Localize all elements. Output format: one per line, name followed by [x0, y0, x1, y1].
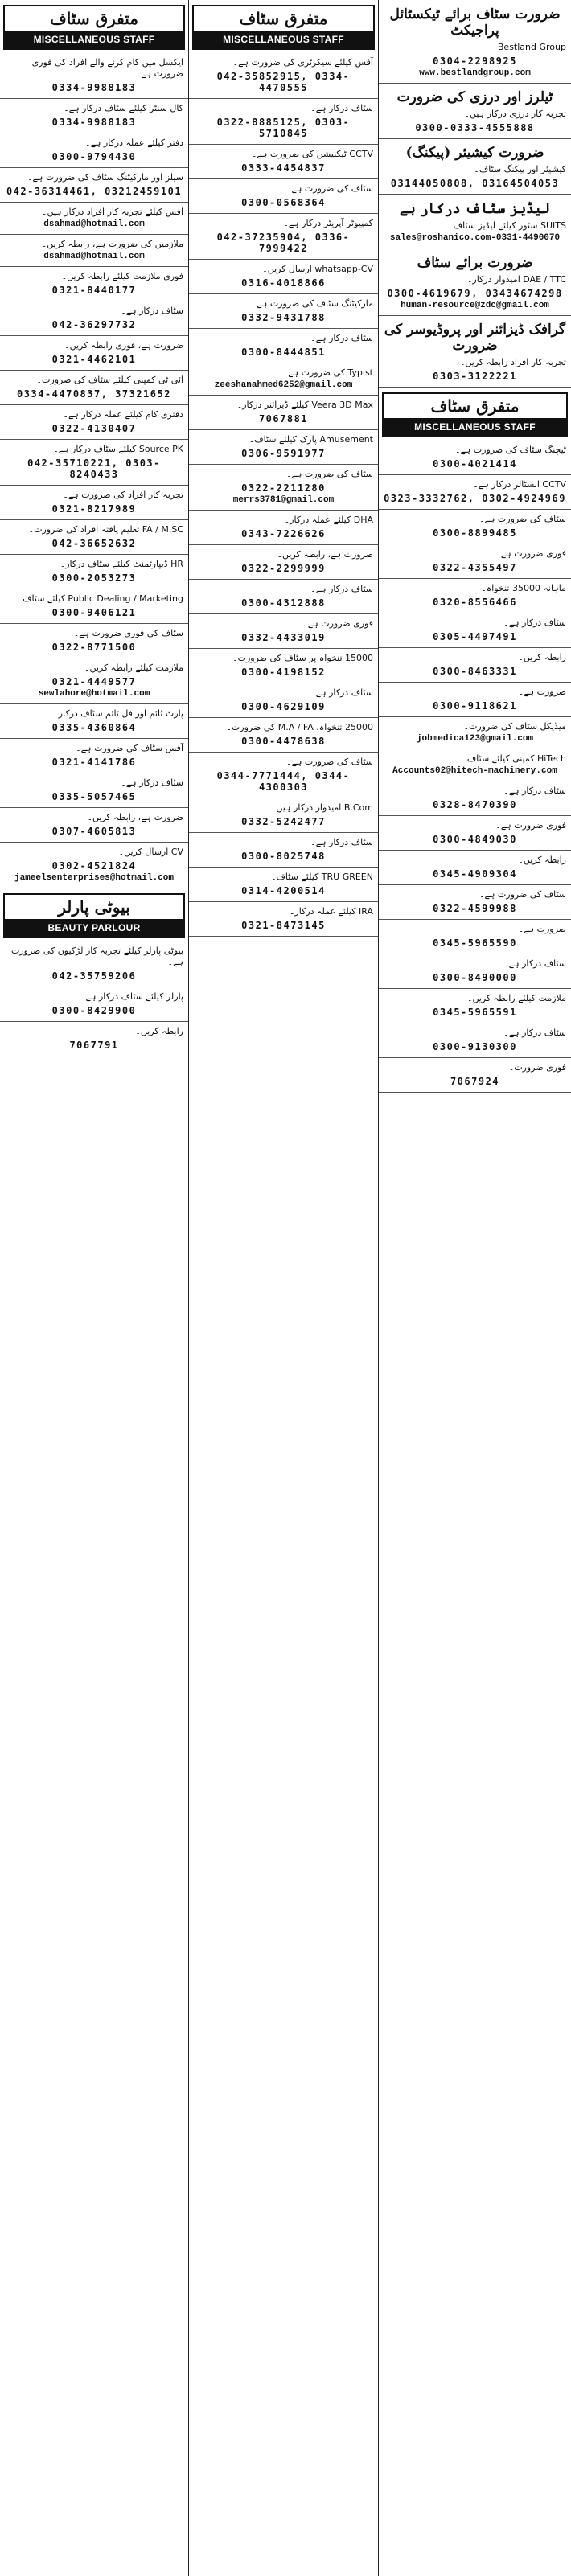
ad-text: فوری ضرورت ہے۔: [495, 548, 566, 559]
ad-text: سٹاف درکار ہے۔: [121, 306, 183, 316]
ad-text: DAE / TTC امیدوار درکار۔: [466, 274, 566, 285]
ad-text: DHA کیلئے عملہ درکار۔: [284, 515, 373, 525]
ad-phone: 0322-4130407: [51, 423, 137, 434]
ad-text: فوری ضرورت ہے۔: [495, 820, 566, 831]
ad-phone: 0322-8885125, 0303-5710845: [216, 117, 351, 139]
ad-phone: 7067924: [450, 1076, 500, 1087]
ad-phone: 0300-8444851: [241, 347, 326, 358]
ad-phone: 0305-4497491: [433, 631, 517, 642]
column-right: [379, 0, 571, 2576]
classified-ad: [189, 511, 378, 545]
ad-phone: 0332-4433019: [241, 632, 326, 643]
classified-ad: [189, 798, 378, 833]
section-header-english: BEAUTY PARLOUR: [5, 919, 183, 937]
classified-ad: [379, 1058, 571, 1093]
ad-phone: 0321-8440177: [51, 285, 137, 296]
classified-ad: [189, 753, 378, 798]
ad-list: [379, 441, 571, 1093]
ad-text: سیلز اور مارکیٹنگ سٹاف کی ضرورت ہے۔: [27, 172, 183, 183]
ad-text: ٹیچنگ سٹاف کی ضرورت ہے۔: [454, 445, 566, 455]
ad-text: پارٹ ٹائم اور فل ٹائم سٹاف درکار۔: [53, 708, 183, 719]
ad-text: Source PK کیلئے سٹاف درکار ہے۔: [53, 444, 183, 454]
classified-ad: [379, 316, 571, 388]
ad-text: سٹاف کی فوری ضرورت ہے۔: [73, 628, 183, 638]
ad-email: merrs3781@gmail.com: [232, 495, 335, 505]
classified-ad: [0, 371, 188, 405]
ad-phone: 0321-4141786: [51, 757, 137, 768]
classified-ad: [379, 139, 571, 195]
ad-text: سٹاف کی ضرورت ہے۔: [286, 469, 373, 479]
classified-ad: [189, 614, 378, 649]
ad-heading: لیڈیز سٹاف درکار ہے: [399, 201, 551, 217]
ad-phone: 0335-5057465: [51, 791, 137, 802]
classified-ad: [189, 545, 378, 580]
ad-email: dsahmad@hotmail.com: [43, 252, 145, 261]
classified-ad: [189, 833, 378, 868]
classified-ad: [189, 430, 378, 465]
classified-ad: [0, 99, 188, 133]
ad-text: ضرورت ہے، فوری رابطہ کریں۔: [64, 340, 183, 351]
ad-phone: 042-35852915, 0334-4470555: [216, 71, 351, 93]
ad-text: Veera 3D Max کیلئے ڈیزائنر درکار۔: [236, 400, 373, 410]
ad-phone: 0334-9988183: [51, 82, 137, 93]
ad-text: سٹاف درکار ہے۔: [503, 1028, 566, 1038]
ad-text: سٹاف درکار ہے۔: [121, 777, 183, 788]
ad-text: کمپیوٹر آپریٹر درکار ہے۔: [283, 218, 373, 228]
section-header-urdu: متفرق سٹاف: [430, 396, 520, 416]
ad-text: سٹاف درکار ہے۔: [310, 333, 373, 343]
ad-phone: 0300-4619679, 03434674298: [387, 288, 563, 299]
ad-text: کیشیئر اور پیکنگ سٹاف۔: [474, 164, 566, 174]
ad-phone: 042-36297732: [51, 319, 137, 330]
classified-ad: [0, 941, 188, 987]
ad-phone: 0320-8556466: [433, 597, 517, 608]
classified-ad: [189, 329, 378, 363]
ad-text: ملازمین کی ضرورت ہے، رابطہ کریں۔: [41, 239, 183, 249]
classified-ad: [0, 203, 188, 235]
section-header-english: MISCELLANEOUS STAFF: [384, 418, 566, 436]
ad-text: بیوٹی پارلر کیلئے تجربہ کار لڑکیوں کی ضرورت ہے۔: [10, 945, 183, 967]
ad-text: CCTV انسٹالر درکار ہے۔: [473, 479, 566, 490]
ad-text: ضرورت ہے، رابطہ کریں۔: [87, 812, 183, 822]
ad-text: IRA کیلئے عملہ درکار۔: [290, 906, 373, 917]
ad-phone: 0333-4454837: [241, 162, 326, 174]
ad-list: [0, 941, 188, 1056]
ad-phone: 0334-4470837, 37321652: [17, 388, 171, 400]
ad-text: سٹاف کی ضرورت ہے۔: [286, 757, 373, 767]
ad-text: سٹاف درکار ہے۔: [503, 786, 566, 796]
ad-text: FA / M.SC تعلیم یافتہ افراد کی ضرورت۔: [28, 524, 183, 535]
ad-phone: 0300-4198152: [241, 667, 326, 678]
ad-text: رابطہ کریں۔: [135, 1026, 183, 1036]
classified-ad: [189, 718, 378, 753]
classified-ad: [379, 544, 571, 579]
ad-email: zeeshanahmed6252@gmail.com: [214, 380, 353, 390]
ad-phone: 0303-3122221: [433, 371, 517, 382]
ad-text: سٹاف درکار ہے۔: [310, 103, 373, 113]
ad-text: میڈیکل سٹاف کی ضرورت۔: [463, 721, 566, 732]
classified-ad: [379, 816, 571, 851]
ad-email: dsahmad@hotmail.com: [43, 219, 145, 229]
ad-text: آئی ٹی کمپنی کیلئے سٹاف کی ضرورت۔: [36, 375, 183, 385]
ad-phone: 0322-2299999: [241, 563, 326, 574]
ad-list-top: [379, 0, 571, 388]
ad-text: رابطہ کریں۔: [518, 652, 566, 662]
ad-phone: 0300-8463331: [433, 666, 517, 677]
classified-ad: [379, 781, 571, 816]
ad-phone: 042-36314461, 03212459101: [6, 186, 183, 197]
classified-ad: [189, 868, 378, 902]
ad-text: HR ڈیپارٹمنٹ کیلئے سٹاف درکار۔: [60, 559, 183, 569]
classified-ad: [379, 954, 571, 989]
ad-email: sales@roshanico.com-0331-4490070: [389, 233, 561, 243]
ad-phone: 0300-9130300: [433, 1041, 517, 1052]
ad-phone: 0306-9591977: [241, 448, 326, 459]
classified-ad: [379, 248, 571, 316]
ad-text: سٹاف کی ضرورت ہے۔: [479, 889, 566, 900]
section-header-english: MISCELLANEOUS STAFF: [194, 31, 373, 48]
ad-text: B.Com امیدوار درکار ہیں۔: [270, 802, 373, 813]
ad-email: www.bestlandgroup.com: [419, 68, 531, 78]
ad-phone: 0332-9431788: [241, 312, 326, 323]
ad-phone: 0322-4355497: [433, 562, 517, 573]
ad-heading: گرافک ڈیزائنر اور پروڈیوسر کی ضرورت: [384, 322, 566, 354]
ad-text: Typist کی ضرورت ہے۔: [282, 367, 373, 378]
ad-text: کال سنٹر کیلئے سٹاف درکار ہے۔: [64, 103, 183, 113]
ad-phone: 0335-4360864: [51, 722, 137, 733]
ad-text: دفتری کام کیلئے عملہ درکار ہے۔: [63, 409, 183, 420]
section-header-urdu: متفرق سٹاف: [239, 9, 328, 28]
ad-text: ملازمت کیلئے رابطہ کریں۔: [84, 662, 183, 673]
ad-phone: 0300-0568364: [241, 197, 326, 208]
classified-ad: [0, 235, 188, 267]
ad-phone: 0307-4605813: [51, 826, 137, 837]
ad-text: رابطہ کریں۔: [518, 855, 566, 865]
ad-text: 15000 تنخواہ پر سٹاف کی ضرورت۔: [232, 653, 373, 663]
ad-text: CV ارسال کریں۔: [118, 847, 183, 857]
ad-phone: 0321-4462101: [51, 354, 137, 365]
ad-phone: 042-35710221, 0303-8240433: [27, 457, 161, 480]
classified-ad: [189, 53, 378, 99]
ad-phone: 0314-4200514: [241, 885, 326, 896]
ad-phone: 0322-8771500: [51, 642, 137, 653]
classified-ad: [0, 987, 188, 1022]
ad-email: Accounts02@hitech-machinery.com: [392, 766, 557, 776]
ad-phone: 0345-5965590: [433, 937, 517, 949]
ad-text: ضرورت ہے۔: [518, 687, 566, 697]
classified-ad: [379, 851, 571, 885]
ad-text: تجربہ کار افراد رابطہ کریں۔: [459, 357, 566, 367]
ad-text: HiTech کمپنی کیلئے سٹاف۔: [462, 753, 566, 764]
classified-ad: [379, 579, 571, 613]
ad-phone: 0304-2298925: [433, 55, 517, 67]
ad-text: تجربہ کار افراد کی ضرورت ہے۔: [63, 490, 183, 500]
ad-text: فوری ملازمت کیلئے رابطہ کریں۔: [61, 271, 183, 281]
ad-text: ضرورت ہے، رابطہ کریں۔: [277, 549, 373, 560]
classified-ad: [379, 195, 571, 248]
classified-ad: [0, 704, 188, 739]
classified-ad: [0, 808, 188, 843]
classified-ad: [379, 84, 571, 139]
ad-phone: 0343-7226626: [241, 528, 326, 539]
ad-phone: 0300-8899485: [433, 527, 517, 539]
column-left: [0, 0, 189, 2576]
classified-ad: [379, 441, 571, 475]
classified-ad: [379, 0, 571, 84]
classified-ad: [379, 885, 571, 920]
ad-phone: 0322-4599988: [433, 903, 517, 914]
ad-heading: ضرورت سٹاف برائے ٹیکسٹائل پراجیکٹ: [389, 6, 561, 39]
section-header-misc-staff-right: [382, 392, 568, 437]
ad-text: مارکیٹنگ سٹاف کی ضرورت ہے۔: [251, 298, 373, 309]
ad-list: [189, 53, 378, 937]
classified-ad: [0, 53, 188, 99]
ad-phone: 0345-4909304: [433, 868, 517, 880]
ad-phone: 0300-4021414: [433, 458, 517, 470]
classified-ad: [189, 465, 378, 511]
ad-text: سٹاف درکار ہے۔: [310, 837, 373, 847]
ad-text: سٹاف درکار ہے۔: [503, 617, 566, 628]
ad-phone: 0300-0333-4555888: [415, 122, 535, 133]
classified-ad: [379, 648, 571, 683]
classified-ad: [0, 405, 188, 440]
ad-text: فوری ضرورت۔: [508, 1062, 566, 1073]
classified-ad: [0, 440, 188, 486]
ad-phone: 042-36652632: [51, 538, 137, 549]
ad-phone: 0328-8470390: [433, 799, 517, 810]
classified-ad: [0, 843, 188, 888]
ad-text: آفس کیلئے تجربہ کار افراد درکار ہیں۔: [42, 207, 183, 217]
section-header-misc-staff-left: [3, 5, 185, 50]
ad-phone: 0300-9118621: [433, 700, 517, 712]
classified-ad: [189, 294, 378, 329]
ad-phone: 0345-5965591: [433, 1007, 517, 1018]
ad-text: CCTV ٹیکنیشن کی ضرورت ہے۔: [251, 149, 373, 159]
classified-ad: [189, 683, 378, 718]
ad-phone: 0321-4449577: [51, 676, 137, 687]
classified-ad: [189, 260, 378, 294]
section-header-beauty-parlour: [3, 893, 185, 938]
ad-text: ملازمت کیلئے رابطہ کریں۔: [467, 993, 566, 1003]
classified-ad: [0, 168, 188, 203]
ad-phone: 0300-4629109: [241, 701, 326, 712]
classified-ad: [379, 475, 571, 510]
classified-ad: [0, 336, 188, 371]
ad-phone: 0300-8429900: [51, 1005, 137, 1016]
ad-phone: 0316-4018866: [241, 277, 326, 289]
ad-text: سٹاف درکار ہے۔: [310, 584, 373, 594]
ad-text: SUITS سٹور کیلئے لیڈیز سٹاف۔: [448, 220, 566, 231]
ad-text: سٹاف کی ضرورت ہے۔: [479, 514, 566, 524]
ad-phone: 0321-8473145: [241, 920, 326, 931]
ad-phone: 0332-5242477: [241, 816, 326, 827]
classified-ad: [0, 267, 188, 301]
classified-ad: [189, 902, 378, 937]
ad-phone: 7067791: [69, 1040, 119, 1051]
classified-ad: [379, 613, 571, 648]
classified-ad: [0, 773, 188, 808]
classified-ad: [0, 555, 188, 589]
classified-ad: [189, 179, 378, 214]
ad-text: پارلر کیلئے سٹاف درکار ہے۔: [80, 991, 183, 1002]
section-header-english: MISCELLANEOUS STAFF: [5, 31, 183, 48]
ad-phone: 0300-9406121: [51, 607, 137, 618]
classified-ad: [0, 133, 188, 168]
classified-ad: [189, 145, 378, 179]
ad-phone: 0344-7771444, 0344-4300303: [216, 770, 351, 793]
ad-text: فوری ضرورت ہے۔: [302, 618, 373, 629]
ad-heading: ضرورت کیشیئر (پیکنگ): [405, 145, 544, 161]
classified-ad: [379, 749, 571, 781]
ad-text: دفتر کیلئے عملہ درکار ہے۔: [85, 137, 183, 148]
classified-ad: [379, 920, 571, 954]
ad-heading: ٹیلرز اور درزی کی ضرورت: [396, 89, 553, 105]
classified-ad: [0, 739, 188, 773]
ad-list: [0, 53, 188, 888]
ad-heading: ضرورت برائے سٹاف: [417, 255, 533, 271]
ad-text: ضرورت ہے۔: [518, 924, 566, 934]
section-header-misc-staff-middle: [192, 5, 375, 50]
section-header-urdu: متفرق سٹاف: [50, 9, 138, 28]
ad-text: سٹاف درکار ہے۔: [310, 687, 373, 698]
classified-ad: [189, 396, 378, 430]
ad-text: Bestland Group: [497, 42, 566, 52]
ad-phone: 0300-9794430: [51, 151, 137, 162]
classified-ad: [0, 624, 188, 658]
ad-phone: 0300-8490000: [433, 972, 517, 983]
ad-email: sewlahore@hotmail.com: [38, 689, 150, 699]
ad-text: ایکسل میں کام کرنے والے افراد کی فوری ضرورت ہے۔: [31, 57, 183, 79]
ad-text: آفس کیلئے سیکرٹری کی ضرورت ہے۔: [232, 57, 373, 68]
ad-text: آفس سٹاف کی ضرورت ہے۔: [76, 743, 183, 753]
ad-text: تجربہ کار درزی درکار ہیں۔: [464, 109, 566, 119]
ad-text: 25000 تنخواہ، M.A / FA کی ضرورت۔: [226, 722, 373, 732]
classified-ad: [0, 301, 188, 336]
ad-phone: 0321-8217989: [51, 503, 137, 515]
ad-phone: 03144050808, 03164504053: [390, 178, 560, 189]
ad-phone: 042-37235904, 0336-7999422: [216, 232, 351, 254]
classified-ad: [189, 363, 378, 396]
ad-text: Public Dealing / Marketing کیلئے سٹاف۔: [17, 593, 183, 604]
ad-text: Amusement پارک کیلئے سٹاف۔: [249, 434, 373, 445]
ad-phone: 0334-9988183: [51, 117, 137, 128]
ad-phone: 0302-4521824: [51, 860, 137, 872]
ad-text: سٹاف کی ضرورت ہے۔: [286, 183, 373, 194]
ad-email: human-resource@zdc@gmail.com: [401, 301, 549, 310]
classified-ad: [379, 683, 571, 717]
classified-ad: [379, 989, 571, 1023]
column-middle: [189, 0, 379, 2576]
ad-text: whatsapp-CV ارسال کریں۔: [262, 264, 373, 274]
classified-ad: [379, 1023, 571, 1058]
section-header-urdu: بیوٹی پارلر: [58, 897, 130, 917]
ad-phone: 042-35759206: [51, 970, 137, 982]
classified-ad: [189, 649, 378, 683]
ad-email: jameelsenterprises@hotmail.com: [14, 873, 175, 883]
ad-phone: 0322-2211280: [241, 482, 326, 494]
classified-ad: [0, 520, 188, 555]
ad-phone: 0300-4478638: [241, 736, 326, 747]
classified-ad: [189, 99, 378, 145]
classified-ad: [379, 510, 571, 544]
ad-phone: 7067881: [258, 413, 309, 425]
ad-email: jobmedica123@gmail.com: [416, 734, 534, 744]
ad-phone: 0300-4849030: [433, 834, 517, 845]
classified-ad: [379, 717, 571, 749]
classified-ad: [189, 214, 378, 260]
ad-text: سٹاف درکار ہے۔: [503, 958, 566, 969]
classified-ad: [0, 589, 188, 624]
classified-ad: [0, 1022, 188, 1056]
ad-text: TRU GREEN کیلئے سٹاف۔: [271, 872, 373, 882]
ad-text: ماہانہ 35000 تنخواہ۔: [481, 583, 566, 593]
classified-ad: [0, 486, 188, 520]
classified-ad: [189, 580, 378, 614]
ad-phone: 0300-8025748: [241, 851, 326, 862]
ad-phone: 0323-3332762, 0302-4924969: [384, 493, 566, 504]
ad-phone: 0300-2053273: [51, 572, 137, 584]
ad-phone: 0300-4312888: [241, 597, 326, 609]
classified-ad: [0, 658, 188, 704]
